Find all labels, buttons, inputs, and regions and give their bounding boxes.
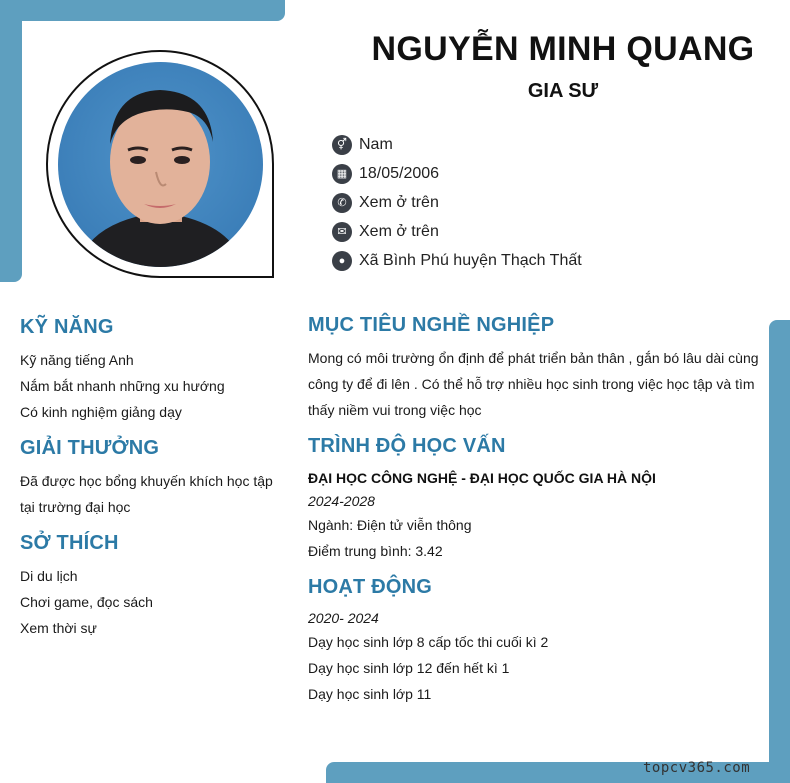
activity-item: Dạy học sinh lớp 11 [308,686,432,702]
hobbies-title: SỞ THÍCH [20,532,119,554]
activities-title: HOẠT ĐỘNG [308,576,433,598]
activity-item: Dạy học sinh lớp 12 đến hết kì 1 [308,660,510,676]
info-text: 18/05/2006 [359,164,440,182]
info-gender [332,130,582,159]
avatar-portrait [58,62,263,267]
education-gpa: Điểm trung bình: 3.42 [308,543,443,559]
email-icon: ✉ [332,222,352,242]
hobby-item: Xem thời sự [20,620,97,636]
skill-item: Có kinh nghiệm giảng dạy [20,404,182,420]
info-text: Xã Bình Phú huyện Thạch Thất [359,251,582,269]
info-text: Nam [359,135,393,153]
activities-period: 2020- 2024 [308,610,379,626]
info-birthday [332,159,582,188]
awards-title: GIẢI THƯỞNG [20,437,160,459]
info-phone [332,188,582,217]
phone-icon: ✆ [332,193,352,213]
job-title: GIA SƯ [527,80,599,102]
left-column [20,316,290,641]
hobby-item: Chơi game, đọc sách [20,594,153,610]
education-title: TRÌNH ĐỘ HỌC VẤN [308,435,506,457]
gender-icon: ⚥ [332,135,352,155]
activity-item: Dạy học sinh lớp 8 cấp tốc thi cuối kì 2 [308,634,549,650]
education-school: ĐẠI HỌC CÔNG NGHỆ - ĐẠI HỌC QUỐC GIA HÀ NỘI [308,470,656,486]
education-period: 2024-2028 [308,493,375,509]
objective-title: MỤC TIÊU NGHỀ NGHIỆP [308,314,555,336]
hobby-item: Di du lịch [20,568,78,584]
info-text: Xem ở trên [359,222,439,240]
info-email [332,217,582,246]
candidate-name: NGUYỄN MINH QUANG [371,30,755,68]
info-text: Xem ở trên [359,193,439,211]
skills-title: KỸ NĂNG [20,316,114,338]
right-column [308,314,763,707]
skill-item: Kỹ năng tiếng Anh [20,352,134,368]
decor-bar-left [0,0,22,282]
calendar-icon: ▦ [332,164,352,184]
profile-photo [58,62,263,267]
personal-info-list [332,130,582,275]
location-icon: ● [332,251,352,271]
objective-text: Mong có môi trường ổn định để phát triển bản thân , gắn bó lâu dài cùng công ty để đi lên . Có thể hỗ trợ nhiều học sinh trong việc học tập và tìm thấy niềm vui trong việc học [308,350,759,418]
decor-bar-top [0,0,285,21]
watermark-text: topcv365.com [643,760,751,776]
awards-text: Đã được học bổng khuyến khích học tập tại trường đại học [20,473,273,515]
education-major: Ngành: Điện tử viễn thông [308,517,472,533]
info-address [332,246,582,275]
decor-bar-right [769,320,790,783]
skill-item: Nắm bắt nhanh những xu hướng [20,378,225,394]
